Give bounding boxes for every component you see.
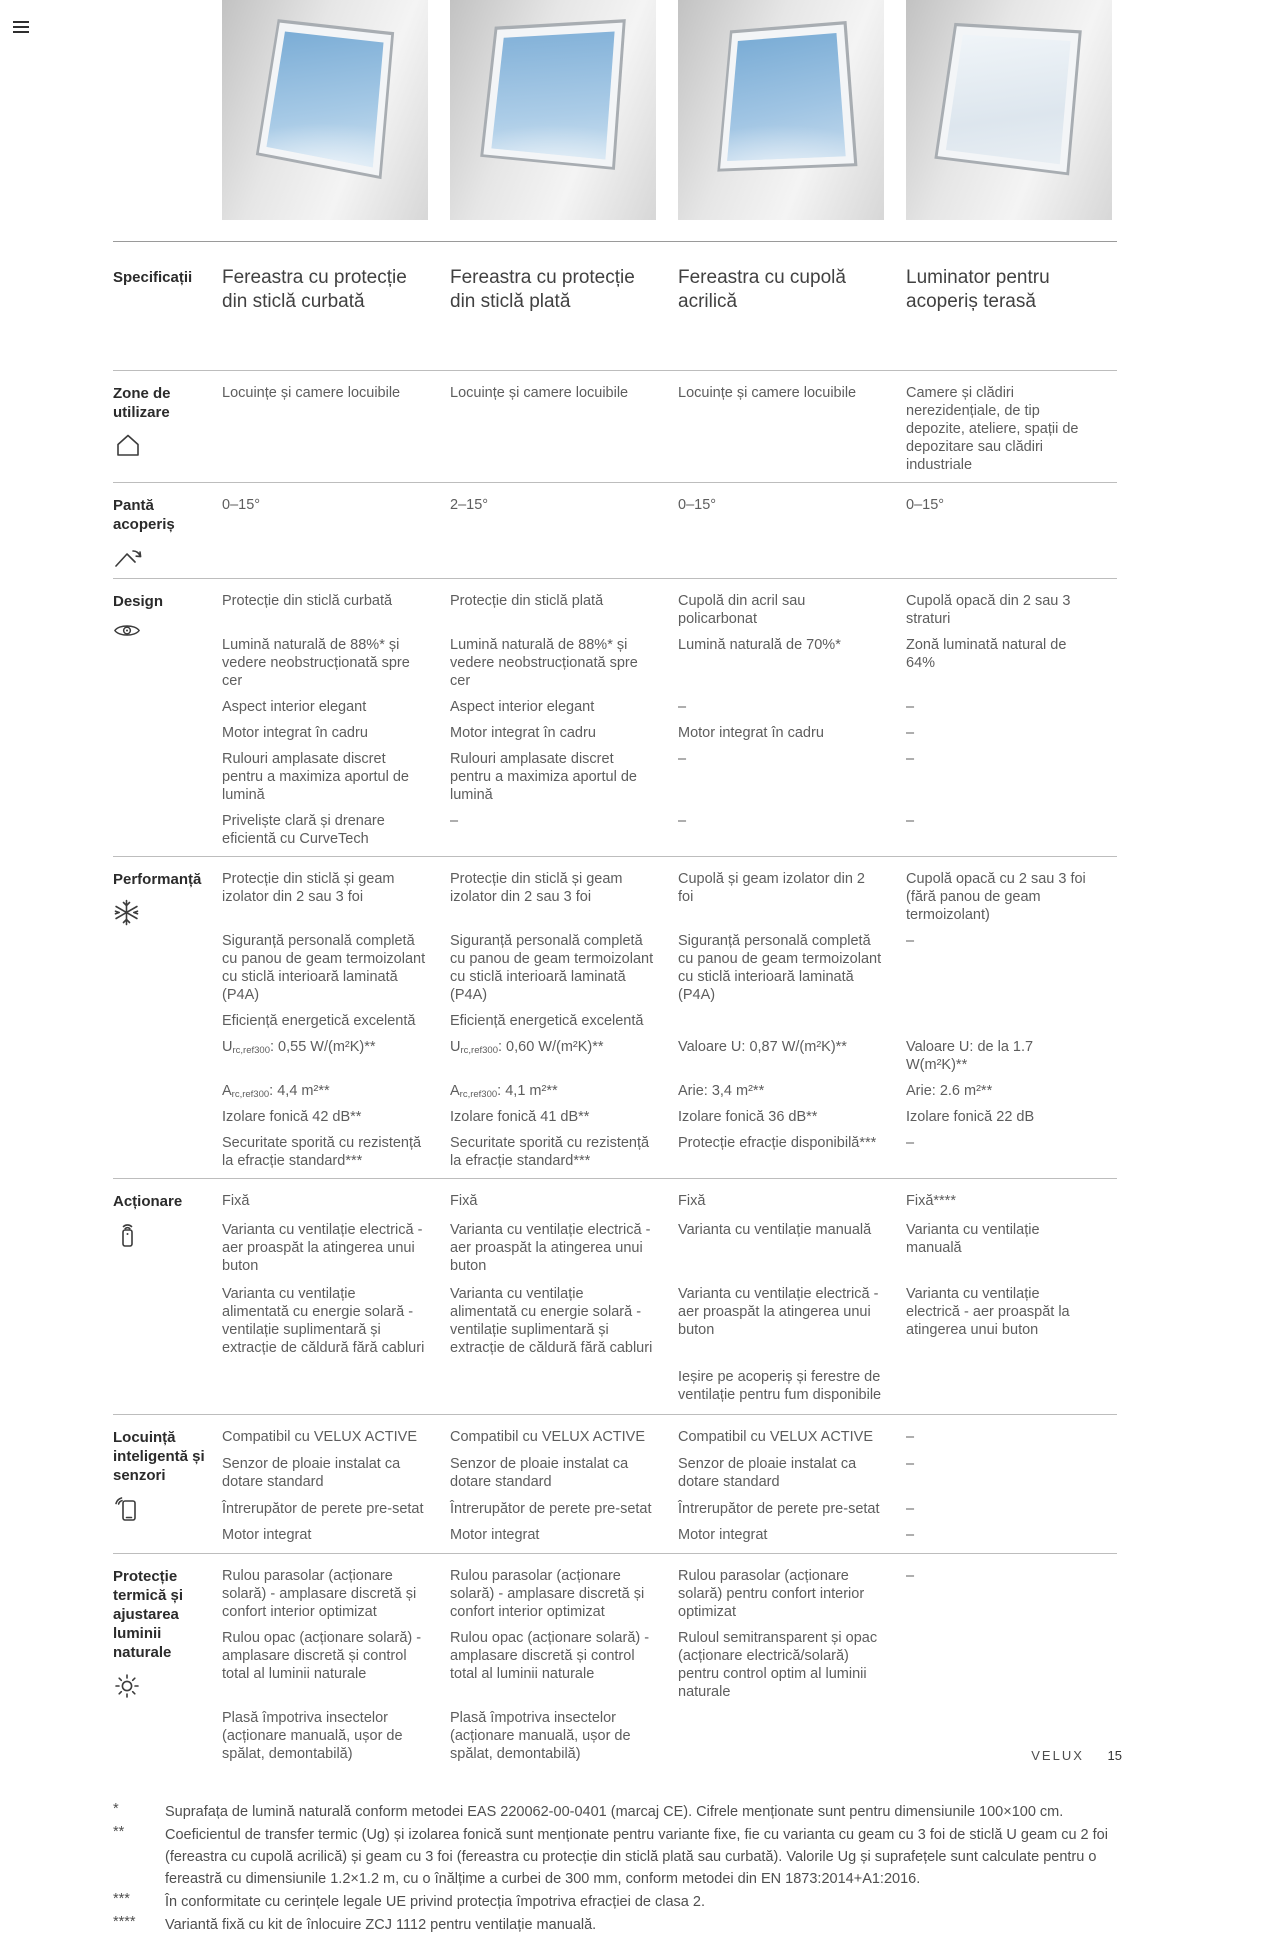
spec-cell: Varianta cu ventilație electrică - aer proaspăt la atingerea unui buton: [678, 1286, 879, 1338]
spec-cell: Protecție efracție disponibilă***: [678, 1135, 877, 1151]
spec-cell: Siguranță personală completă cu panou de geam termoizolant cu sticlă interioară laminată (P4A): [450, 933, 654, 1003]
spec-cell: Motor integrat în cadru: [450, 725, 596, 741]
spec-cell: $U_{rc,ref300}$: 0,55 W/(m²K)**: [222, 1039, 376, 1056]
product-title: Fereastra cu protecție din sticlă curbată: [222, 267, 407, 312]
spec-cell: Întrerupător de perete pre-setat: [222, 1500, 424, 1517]
spec-cell: –: [450, 813, 459, 829]
flat-roof-luminator-photo: [906, 0, 1112, 220]
spec-cell: 2–15°: [450, 497, 489, 513]
spec-header-row: [113, 241, 1117, 370]
eye-icon: [113, 621, 208, 640]
spec-cell: –: [906, 1568, 915, 1584]
spec-cell: Compatibil cu VELUX ACTIVE: [678, 1429, 874, 1445]
spec-row-4: [113, 856, 1117, 1178]
spec-cell: Fixă****: [906, 1193, 956, 1209]
spec-cell: Cupolă opacă cu 2 sau 3 foi (fără panou de geam termoizolant): [906, 871, 1086, 923]
spec-cell: Fixă: [450, 1193, 478, 1209]
spec-cell: 0–15°: [906, 497, 945, 513]
spec-cell: Varianta cu ventilație alimentată cu energie solară - ventilație suplimentară și extracție de căldură fără cabluri: [450, 1286, 653, 1356]
spec-cell: Rulou parasolar (acționare solară) pentru confort interior optimizat: [678, 1568, 865, 1620]
spec-cell: Locuințe și camere locuibile: [222, 385, 401, 401]
spec-cell: [678, 1012, 906, 1030]
spec-cell: –: [906, 813, 915, 829]
spec-cell: $A_{rc,ref300}$: 4,1 m²**: [450, 1083, 558, 1100]
spec-cell: –: [678, 813, 687, 829]
spec-cell: Cupolă din acril sau policarbonat: [678, 593, 806, 627]
spec-cell: Rulou parasolar (acționare solară) - amplasare discretă și confort interior optimizat: [222, 1568, 417, 1620]
spec-cell: –: [906, 1500, 915, 1517]
spec-cell: $U_{rc,ref300}$: 0,60 W/(m²K)**: [450, 1039, 604, 1056]
spec-cell: Motor integrat: [450, 1527, 540, 1544]
spec-cell: $A_{rc,ref300}$: 4,4 m²**: [222, 1083, 330, 1100]
spec-cell: Varianta cu ventilație alimentată cu energie solară - ventilație suplimentară și extracție de căldură fără cabluri: [222, 1286, 425, 1356]
product-image-cell: [450, 0, 678, 220]
spec-cell: –: [906, 1455, 915, 1472]
spec-cell: Senzor de ploaie instalat ca dotare standard: [678, 1455, 857, 1490]
spec-cell: –: [906, 751, 915, 767]
spec-cell: Lumină naturală de 70%*: [678, 637, 841, 653]
spec-cell: [906, 1012, 1117, 1030]
spec-cell: Izolare fonică 22 dB: [906, 1109, 1035, 1125]
spec-cell: Aspect interior elegant: [450, 699, 595, 715]
spec-cell: Arie: 3,4 m²**: [678, 1083, 765, 1099]
spec-header-label: Specificații: [113, 269, 193, 286]
footnote-symbol: **: [113, 1824, 125, 1840]
footnote-text: Variantă fixă cu kit de înlocuire ZCJ 1112 pentru ventilație manuală.: [165, 1917, 597, 1933]
spec-row-6: [113, 1414, 1117, 1553]
footnote-text: Coeficientul de transfer termic (Ug) și izolarea fonică sunt menționate pentru variante fixe, fie cu varianta cu geam cu 3 foi de sticlă U geam cu 2 foi (fereastra cu cupolă acrilică) și geam cu 3 foi (fereastra cu protecție din sticlă plată sau curbată). Valorile Ug și suprafețele sunt calculate pentru o fereastră cu dimensiunile 1.2×1.2 m, cu o înălțime a curbei de 300 mm, conform metodei din EN 1873:2014+A1:2016.: [165, 1827, 1108, 1887]
spec-cell: Ruloul semitransparent și opac (acționare electrică/solară) pentru control optim al luminii naturale: [678, 1630, 878, 1700]
row-label: Zone de utilizare: [113, 384, 222, 482]
product-title: Fereastra cu cupolă acrilică: [678, 267, 846, 312]
spec-cell: Rulouri amplasate discret pentru a maximiza aportul de lumină: [450, 751, 637, 803]
spec-cell: Compatibil cu VELUX ACTIVE: [222, 1429, 418, 1445]
spec-cell: Cupolă și geam izolator din 2 foi: [678, 871, 865, 905]
footnote: [113, 1801, 1117, 1823]
product-image-cell: [678, 0, 906, 220]
spec-cell: –: [678, 751, 687, 767]
spec-cell: Protecție din sticlă plată: [450, 593, 604, 609]
house-icon: [113, 432, 208, 458]
spec-cell: Fixă: [678, 1193, 706, 1209]
spec-cell: Lumină naturală de 88%* și vedere neobstrucționată spre cer: [222, 637, 410, 689]
spec-cell: Protecție din sticlă și geam izolator din 2 sau 3 foi: [450, 871, 623, 905]
spec-cell: Varianta cu ventilație electrică - aer proaspăt la atingerea unui buton: [450, 1221, 651, 1274]
spec-cell: Arie: 2.6 m²**: [906, 1083, 993, 1099]
spec-cell: Valoare U: de la 1.7 W(m²K)**: [906, 1039, 1034, 1073]
spec-cell: –: [678, 699, 687, 715]
spec-cell: –: [906, 933, 915, 949]
spec-cell: Securitate sporită cu rezistență la efracție standard***: [450, 1135, 650, 1169]
spec-cell: 0–15°: [222, 497, 261, 513]
spec-cell: Motor integrat: [678, 1527, 768, 1544]
spec-cell: Valoare U: 0,87 W/(m²K)**: [678, 1039, 847, 1055]
product-image-cell: [906, 0, 1117, 220]
smartphone-wifi-icon: [113, 1495, 208, 1523]
spec-cell: Cupolă opacă din 2 sau 3 straturi: [906, 593, 1071, 627]
spec-cell: Aspect interior elegant: [222, 699, 367, 715]
skylight-acrylic-dome-photo: [678, 0, 884, 220]
images-row-spacer: [113, 0, 222, 220]
spec-cell: –: [906, 699, 915, 715]
spec-cell: Senzor de ploaie instalat ca dotare standard: [450, 1455, 629, 1490]
footnote-symbol: *: [113, 1801, 119, 1817]
product-title: Fereastra cu protecție din sticlă plată: [450, 267, 635, 312]
footnotes: [113, 1801, 1117, 1936]
spec-cell: Priveliște clară și drenare eficientă cu CurveTech: [222, 813, 385, 847]
row-label: Acționare: [113, 1192, 222, 1414]
spec-cell: Plasă împotriva insectelor (acționare manuală, ușor de spălat, demontabilă): [450, 1710, 631, 1762]
row-label: Locuință inteligentă și senzori: [113, 1428, 222, 1553]
spec-cell: Eficiență energetică excelentă: [222, 1013, 416, 1029]
spec-cell: Varianta cu ventilație manuală: [678, 1221, 872, 1238]
spec-cell: [906, 1368, 1117, 1407]
spec-cell: Eficiență energetică excelentă: [450, 1013, 644, 1029]
spec-cell: [222, 1368, 450, 1407]
spec-table: [113, 241, 1117, 1771]
spec-row-5: [113, 1178, 1117, 1414]
spec-row-3: [113, 578, 1117, 856]
spec-cell: Senzor de ploaie instalat ca dotare standard: [222, 1455, 401, 1490]
spec-cell: Plasă împotriva insectelor (acționare manuală, ușor de spălat, demontabilă): [222, 1710, 403, 1762]
page-number: 15: [1107, 1748, 1122, 1763]
snowflake-icon: [113, 899, 208, 926]
spec-cell: Siguranță personală completă cu panou de geam termoizolant cu sticlă interioară laminată (P4A): [222, 933, 426, 1003]
spec-cell: Zonă luminată natural de 64%: [906, 637, 1067, 671]
spec-cell: –: [906, 1135, 915, 1151]
spec-cell: Varianta cu ventilație electrică - aer proaspăt la atingerea unui buton: [906, 1286, 1070, 1338]
spec-cell: Întrerupător de perete pre-setat: [450, 1500, 652, 1517]
spec-cell: Rulou opac (acționare solară) - amplasare discretă și control total al luminii naturale: [450, 1630, 650, 1682]
spec-cell: Compatibil cu VELUX ACTIVE: [450, 1429, 646, 1445]
spec-cell: Varianta cu ventilație electrică - aer proaspăt la atingerea unui buton: [222, 1221, 423, 1274]
spec-cell: [906, 1629, 1117, 1701]
spec-cell: Locuințe și camere locuibile: [678, 385, 857, 401]
remote-control-icon: [113, 1221, 208, 1249]
spec-cell: Motor integrat în cadru: [222, 725, 368, 741]
page-footer: [1031, 1748, 1122, 1763]
spec-cell: Lumină naturală de 88%* și vedere neobstrucționată spre cer: [450, 637, 638, 689]
spec-cell: Izolare fonică 36 dB**: [678, 1109, 818, 1125]
footnote: [113, 1891, 1117, 1913]
footnote: [113, 1914, 1117, 1936]
product-images-row: [113, 0, 1117, 220]
spec-cell: Ieșire pe acoperiș și ferestre de ventilație pentru fum disponibile: [678, 1368, 882, 1403]
footnote-text: În conformitate cu cerințele legale UE privind protecția împotriva efracției de clasa 2.: [165, 1894, 705, 1910]
spec-cell: Locuințe și camere locuibile: [450, 385, 629, 401]
footnote: [113, 1824, 1117, 1890]
product-title: Luminator pentru acoperiș terasă: [906, 267, 1050, 312]
spec-cell: Rulou parasolar (acționare solară) - amplasare discretă și confort interior optimizat: [450, 1568, 645, 1620]
spec-cell: Motor integrat: [222, 1527, 312, 1544]
spec-cell: Siguranță personală completă cu panou de geam termoizolant cu sticlă interioară laminată (P4A): [678, 933, 882, 1003]
spec-cell: 0–15°: [678, 497, 717, 513]
spec-cell: [678, 1709, 906, 1763]
spec-cell: Izolare fonică 42 dB**: [222, 1109, 362, 1125]
spec-cell: Securitate sporită cu rezistență la efracție standard***: [222, 1135, 422, 1169]
footnote-symbol: ****: [113, 1914, 136, 1930]
spec-cell: –: [906, 1429, 915, 1445]
row-label: Pantă acoperiș: [113, 496, 222, 578]
menu-icon[interactable]: [13, 21, 29, 36]
brand-name: VELUX: [1031, 1748, 1084, 1763]
footnote-symbol: ***: [113, 1891, 130, 1907]
product-image-cell: [222, 0, 450, 220]
spec-cell: Fixă: [222, 1193, 250, 1209]
spec-cell: –: [906, 1527, 915, 1544]
skylight-flat-glass-photo: [450, 0, 656, 220]
spec-cell: –: [906, 725, 915, 741]
row-label: Design: [113, 592, 222, 856]
spec-row-1: [113, 370, 1117, 482]
skylight-curved-glass-photo: [222, 0, 428, 220]
spec-row-7: [113, 1553, 1117, 1771]
sun-icon: [113, 1672, 208, 1700]
spec-cell: [450, 1368, 678, 1407]
spec-cell: Protecție din sticlă și geam izolator din 2 sau 3 foi: [222, 871, 395, 905]
row-label: Performanță: [113, 870, 222, 1178]
spec-row-2: [113, 482, 1117, 578]
roof-pitch-icon: [113, 544, 208, 570]
spec-cell: Întrerupător de perete pre-setat: [678, 1500, 880, 1517]
page-content: [113, 0, 1117, 1936]
spec-cell: Izolare fonică 41 dB**: [450, 1109, 590, 1125]
spec-cell: Motor integrat în cadru: [678, 725, 824, 741]
footnote-text: Suprafața de lumină naturală conform metodei EAS 220062-00-0401 (marcaj CE). Cifrele menționate sunt pentru dimensiunile 100×100 cm.: [165, 1804, 1064, 1820]
spec-cell: Varianta cu ventilație manuală: [906, 1221, 1040, 1256]
spec-cell: Rulouri amplasate discret pentru a maximiza aportul de lumină: [222, 751, 409, 803]
spec-cell: Protecție din sticlă curbată: [222, 593, 393, 609]
row-label: Protecție termică și ajustarea luminii naturale: [113, 1567, 222, 1771]
spec-cell: Camere și clădiri nerezidențiale, de tip depozite, ateliere, spații de depozitare sau clădiri industriale: [906, 385, 1079, 473]
spec-cell: Rulou opac (acționare solară) - amplasare discretă și control total al luminii naturale: [222, 1630, 422, 1682]
